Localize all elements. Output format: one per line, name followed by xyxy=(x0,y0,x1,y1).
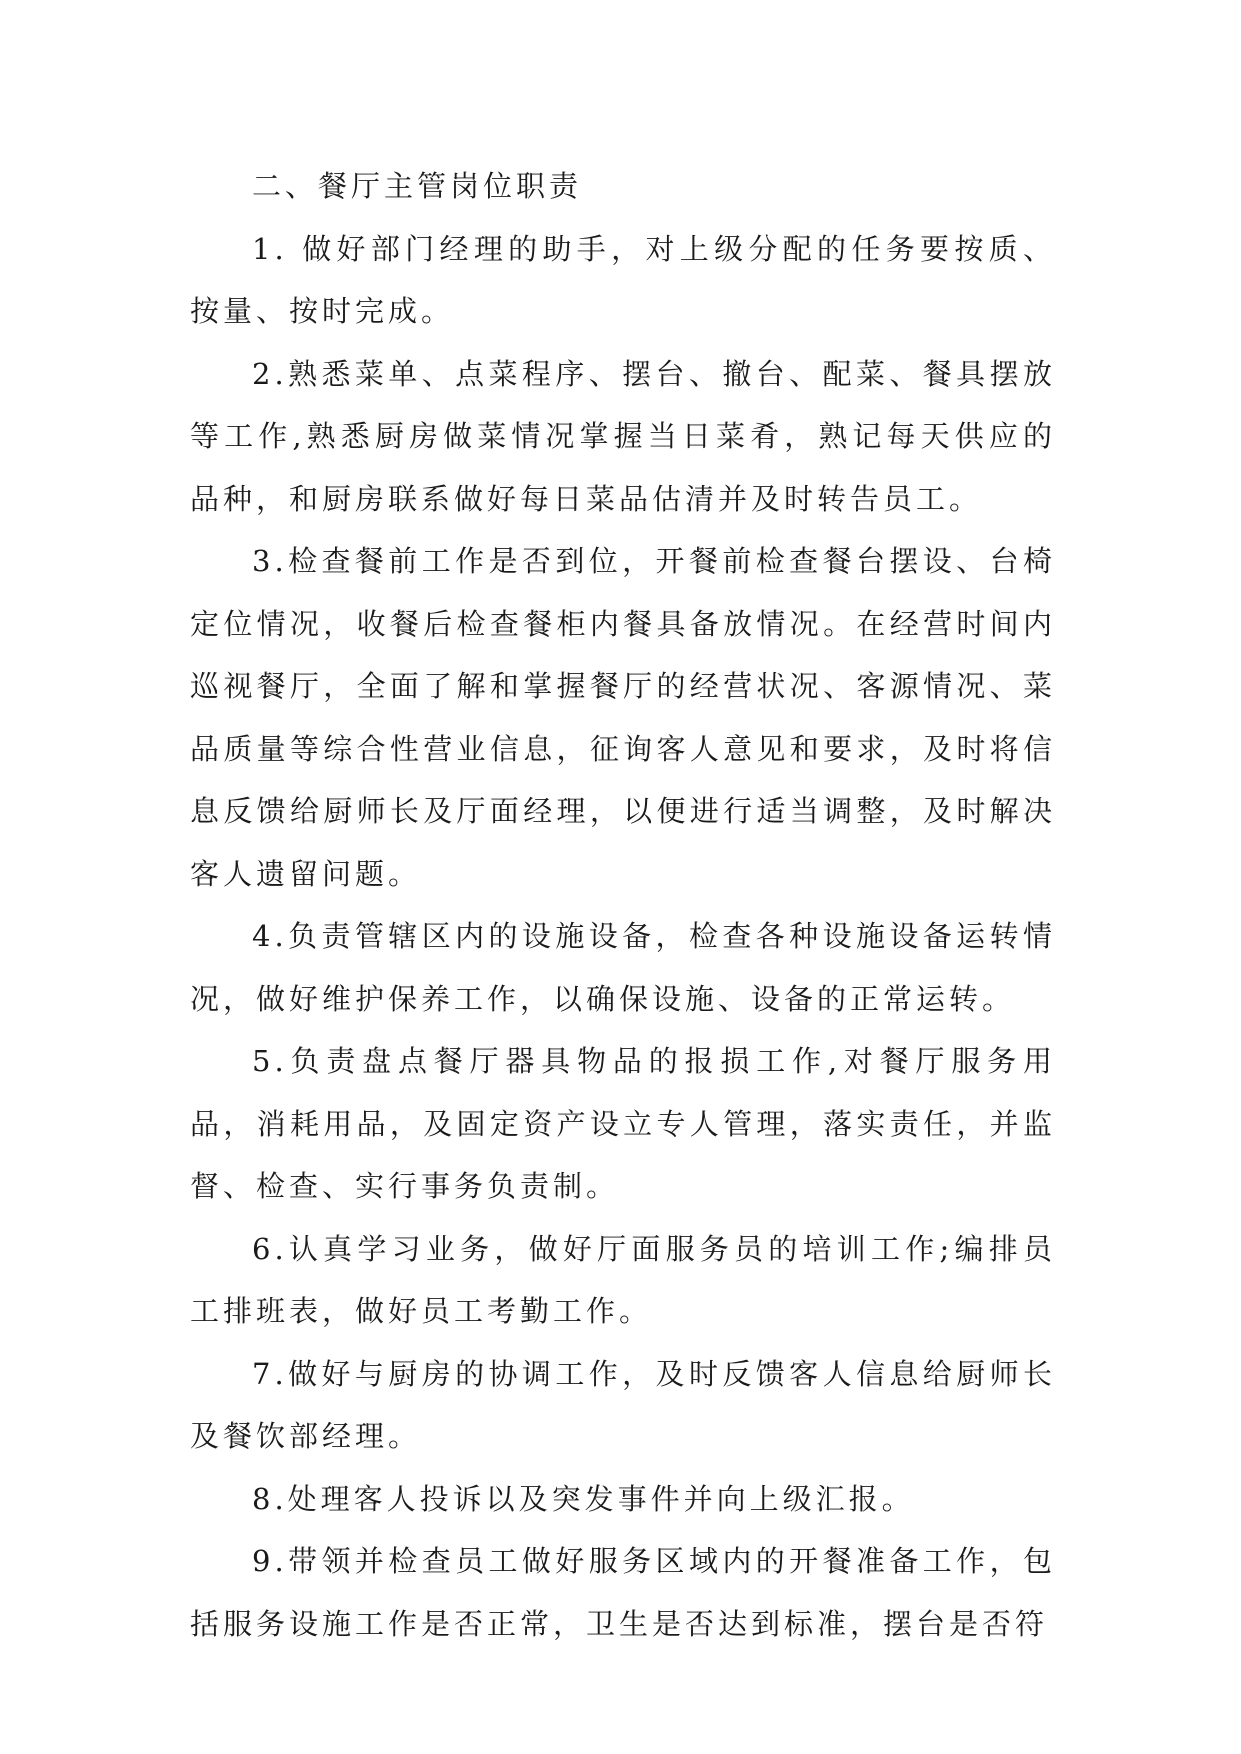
paragraph-8: 8.处理客人投诉以及突发事件并向上级汇报。 xyxy=(252,1481,915,1516)
paragraph-9: 9.带领并检查员工做好服务区域内的开餐准备工作，包括服务设施工作是否正常，卫生是否达到标准，摆台是否符 xyxy=(190,1544,1056,1641)
paragraph-6: 6.认真学习业务，做好厅面服务员的培训工作;编排员工排班表，做好员工考勤工作。 xyxy=(190,1231,1056,1328)
paragraph-7: 7.做好与厨房的协调工作，及时反馈客人信息给厨师长及餐饮部经理。 xyxy=(190,1356,1056,1453)
section-heading: 二、餐厅主管岗位职责 xyxy=(252,169,583,203)
paragraph-2: 2.熟悉菜单、点菜程序、摆台、撤台、配菜、餐具摆放等工作,熟悉厨房做菜情况掌握当日菜肴，熟记每天供应的品种，和厨房联系做好每日菜品估清并及时转告员工。 xyxy=(190,356,1056,516)
paragraph-1: 1. 做好部门经理的助手，对上级分配的任务要按质、按量、按时完成。 xyxy=(190,231,1056,328)
paragraph-4: 4.负责管辖区内的设施设备，检查各种设施设备运转情况，做好维护保养工作，以确保设施、设备的正常运转。 xyxy=(190,919,1056,1016)
document-body xyxy=(190,155,1056,1655)
paragraph-5: 5.负责盘点餐厅器具物品的报损工作,对餐厅服务用品，消耗用品，及固定资产设立专人管理，落实责任，并监督、检查、实行事务负责制。 xyxy=(190,1044,1056,1203)
paragraph-3: 3.检查餐前工作是否到位，开餐前检查餐台摆设、台椅定位情况，收餐后检查餐柜内餐具备放情况。在经营时间内巡视餐厅，全面了解和掌握餐厅的经营状况、客源情况、菜品质量等综合性营业信息，征询客人意见和要求，及时将信息反馈给厨师长及厅面经理，以便进行适当调整，及时解决客人遗留问题。 xyxy=(190,544,1056,891)
